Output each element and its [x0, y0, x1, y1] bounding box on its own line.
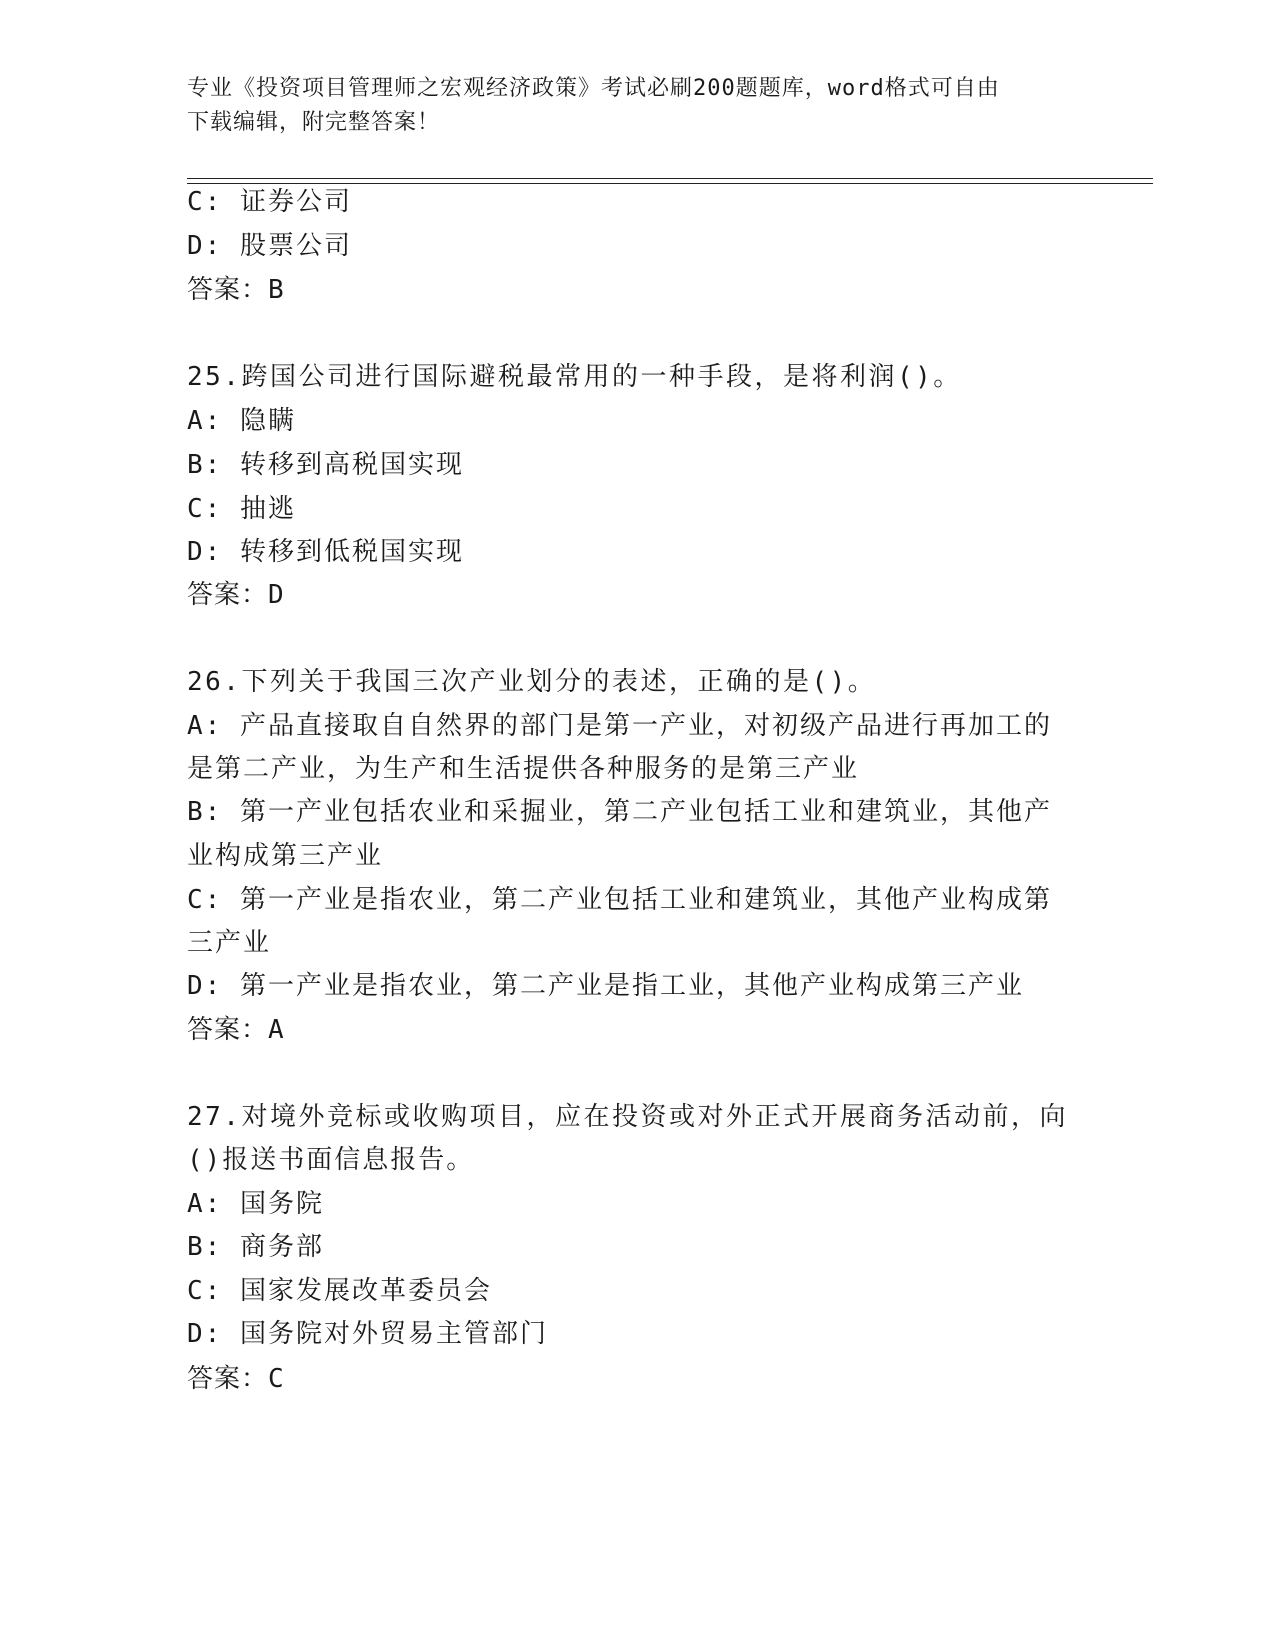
- question-26-option-a-line-1: A: 产品直接取自自然界的部门是第一产业，对初级产品进行再加工的: [187, 711, 1052, 741]
- answer-value: A: [268, 1015, 285, 1045]
- question-27-option-c: C: 国家发展改革委员会: [187, 1276, 492, 1306]
- answer-value: D: [268, 580, 285, 610]
- answer-label: 答案：: [187, 1015, 269, 1045]
- option-c: [187, 187, 352, 217]
- question-26-answer: [187, 1015, 285, 1045]
- question-26-option-d: D: 第一产业是指农业，第二产业是指工业，其他产业构成第三产业: [187, 971, 1024, 1001]
- question-26-text: 26.下列关于我国三次产业划分的表述，正确的是()。: [187, 667, 877, 697]
- header-divider-top: [187, 178, 1153, 179]
- question-26-option-c-line-1: C: 第一产业是指农业，第二产业包括工业和建筑业，其他产业构成第: [187, 885, 1052, 915]
- option-key: C:: [187, 187, 223, 217]
- answer-value: B: [268, 275, 285, 305]
- question-26-option-c-line-2: 三产业: [187, 928, 272, 958]
- question-27-option-d: D: 国务院对外贸易主管部门: [187, 1319, 548, 1349]
- header-title-line-1: 专业《投资项目管理师之宏观经济政策》考试必刷200题题库，word格式可自由: [187, 76, 1000, 101]
- answer-line: [187, 275, 285, 305]
- header-divider-bottom: [187, 183, 1153, 184]
- page-header: [187, 72, 1087, 140]
- question-25-option-a: A: 隐瞒: [187, 406, 296, 436]
- question-25-option-b: B: 转移到高税国实现: [187, 450, 464, 480]
- question-27-text-line-1: 27.对境外竞标或收购项目，应在投资或对外正式开展商务活动前，向: [187, 1102, 1068, 1132]
- option-text: 证券公司: [239, 187, 352, 217]
- question-25-answer: [187, 580, 285, 610]
- question-27-option-a: A: 国务院: [187, 1189, 324, 1219]
- answer-value: C: [268, 1364, 285, 1394]
- question-25-option-d: D: 转移到低税国实现: [187, 537, 464, 567]
- option-key: D:: [187, 231, 223, 261]
- question-27-answer: [187, 1364, 285, 1394]
- option-d: [187, 231, 352, 261]
- question-25-option-c: C: 抽逃: [187, 494, 296, 524]
- header-title-line-2: 下载编辑，附完整答案！: [187, 110, 441, 135]
- option-text: 股票公司: [239, 231, 352, 261]
- question-26-option-a-line-2: 是第二产业，为生产和生活提供各种服务的是第三产业: [187, 754, 860, 784]
- question-27-text-line-2: ()报送书面信息报告。: [187, 1145, 475, 1175]
- answer-label: 答案：: [187, 275, 269, 305]
- answer-label: 答案：: [187, 580, 269, 610]
- question-26-option-b-line-2: 业构成第三产业: [187, 841, 384, 871]
- question-25-text: 25.跨国公司进行国际避税最常用的一种手段，是将利润()。: [187, 362, 962, 392]
- answer-label: 答案：: [187, 1364, 269, 1394]
- question-26-option-b-line-1: B: 第一产业包括农业和采掘业，第二产业包括工业和建筑业，其他产: [187, 797, 1052, 827]
- question-27-option-b: B: 商务部: [187, 1232, 324, 1262]
